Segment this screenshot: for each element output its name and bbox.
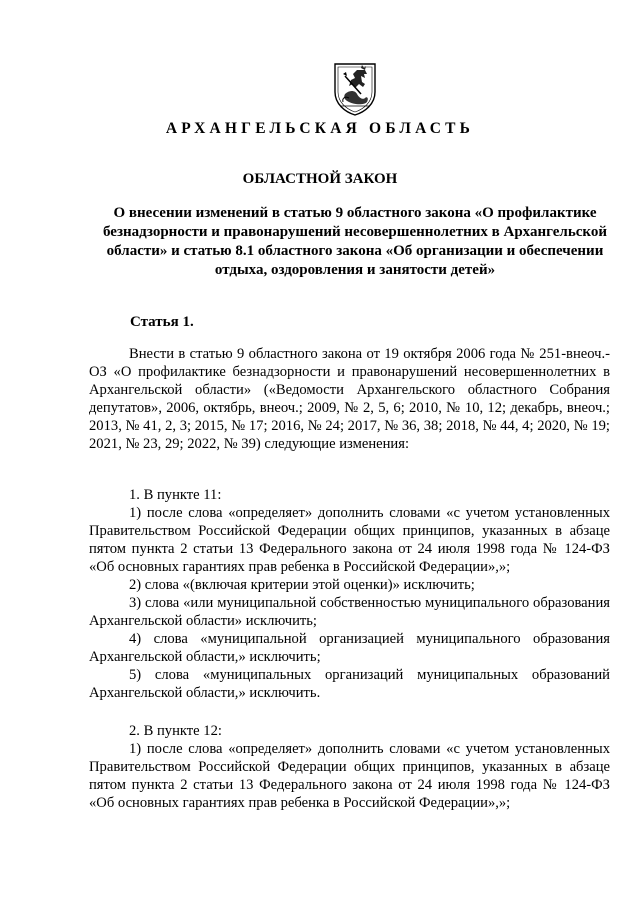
arkhangelsk-coat-of-arms-icon xyxy=(331,60,379,116)
section-1-item-2: 2) слова «(включая критерии этой оценки)» исключить; xyxy=(129,577,475,593)
region-name: АРХАНГЕЛЬСКАЯ ОБЛАСТЬ xyxy=(165,120,475,137)
intro-paragraph: Внести в статью 9 областного закона от 19 октября 2006 года № 251-внеоч.-ОЗ «О профилактике безнадзорности и правонарушений несовершеннолетних в Архангельской области» («Ведомости Архангельского областного Собрания депутатов», 2006, октябрь, внеоч.; 2009, № 2, 5, 6; 2010, № 10, 12; декабрь, внеоч.; 2013, № 41, 2, 3; 2015, № 17; 2016, № 24; 2017, № 36, 38; 2018, № 44, 4; 2020, № 19; 2021, № 23, 29; 2022, № 39) следующие изменения: xyxy=(89,346,610,452)
section-2-item-1: 1) после слова «определяет» дополнить словами «с учетом установленных Правительством Российской Федерации общих принципов, указанных в абзаце пятом пункта 2 статьи 13 Федерального закона от 24 июля 1998 года № 124-ФЗ «Об основных гарантиях прав ребенка в Российской Федерации»,»; xyxy=(89,741,610,811)
section-2 xyxy=(89,722,610,812)
section-1-heading: 1. В пункте 11: xyxy=(129,487,222,503)
section-1-item-1: 1) после слова «определяет» дополнить словами «с учетом установленных Правительством Российской Федерации общих принципов, указанных в абзаце пятом пункта 2 статьи 13 Федерального закона от 24 июля 1998 года № 124-ФЗ «Об основных гарантиях прав ребенка в Российской Федерации»,»; xyxy=(89,505,610,575)
document-title: О внесении изменений в статью 9 областного закона «О профилактике безнадзорности и правонарушений несовершеннолетних в Архангельской области» и статью 8.1 областного закона «Об организации и обеспечении отдыха, оздоровления и занятости детей» xyxy=(103,205,607,278)
article-heading: Статья 1. xyxy=(130,314,194,330)
section-1-item-3: 3) слова «или муниципальной собственностью муниципального образования Архангельской области» исключить; xyxy=(89,595,610,629)
section-1-item-5: 5) слова «муниципальных организаций муниципальных образований Архангельской области,» исключить. xyxy=(89,667,610,701)
document-type: ОБЛАСТНОЙ ЗАКОН xyxy=(242,171,398,187)
article-intro xyxy=(89,345,610,453)
section-1 xyxy=(89,486,610,702)
section-1-item-4: 4) слова «муниципальной организацией муниципального образования Архангельской области,» исключить; xyxy=(89,631,610,665)
section-2-heading: 2. В пункте 12: xyxy=(129,723,222,739)
